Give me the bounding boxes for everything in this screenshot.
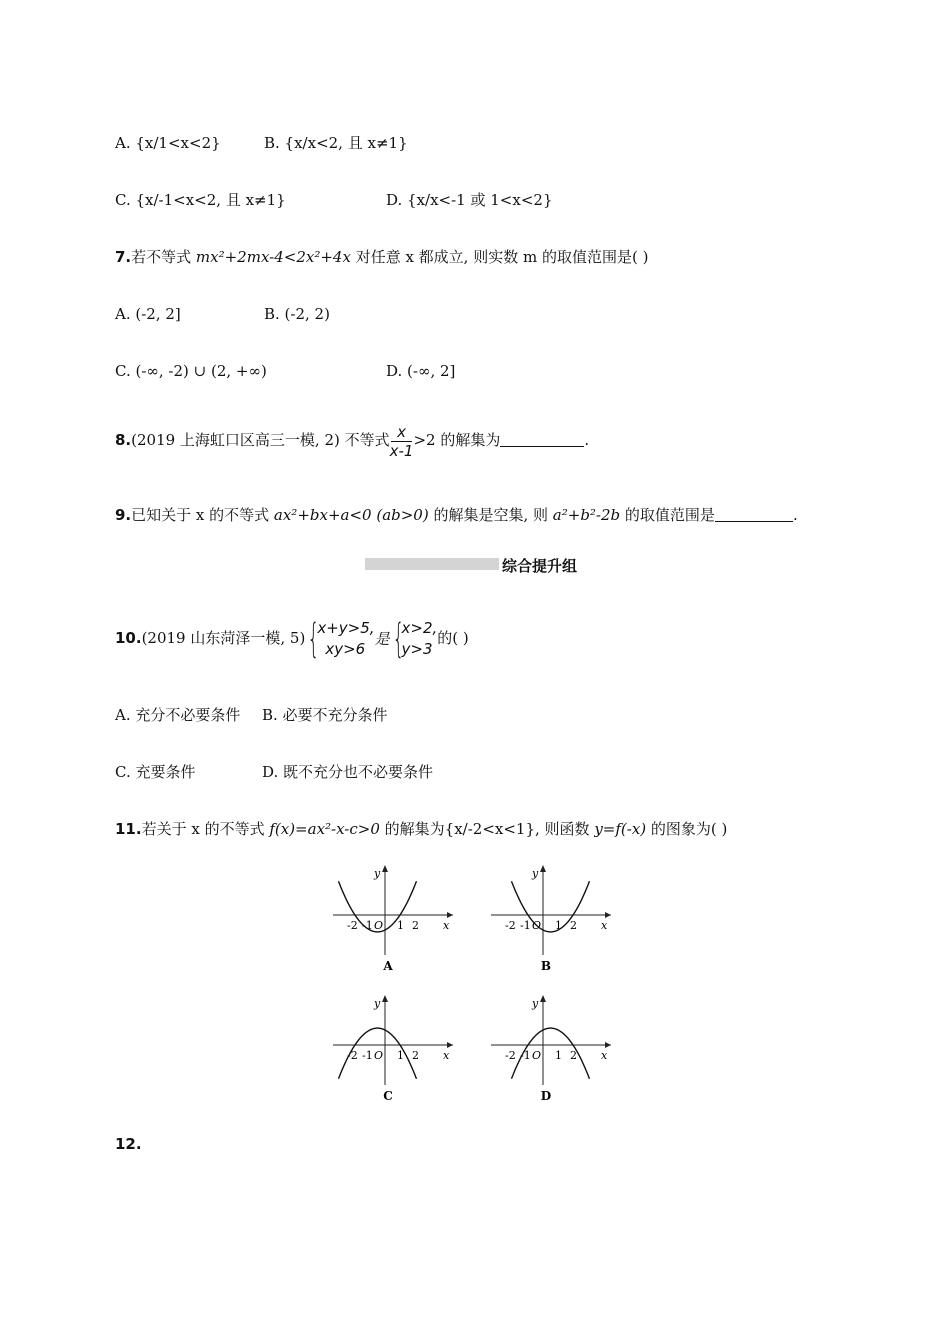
q11-expression: f(x)=ax²-x-c>0 — [269, 820, 380, 838]
q9-period: . — [792, 506, 798, 524]
tick-label: 1 — [397, 919, 404, 932]
q10-number: 10. — [115, 629, 142, 647]
parabola-curve — [512, 1028, 590, 1079]
q10-text-post: 的( ) — [437, 629, 469, 647]
graph-b — [491, 865, 611, 973]
tick-label: -1 — [520, 919, 531, 932]
x-axis-label: x — [601, 1049, 608, 1062]
q8-period: . — [584, 431, 590, 449]
origin-label: O — [374, 1049, 384, 1062]
q7-stem — [115, 247, 648, 267]
graph-label: D — [540, 1089, 552, 1103]
y-axis-arrow — [382, 995, 388, 1002]
q10-text: (2019 山东菏泽一模, 5) — [141, 629, 306, 647]
tick-label: 2 — [570, 1049, 577, 1062]
y-axis-label: y — [374, 997, 381, 1010]
q10-system-1-row-1: x+y>5, — [317, 619, 375, 637]
q11-graphs-figure — [330, 860, 630, 1110]
q6-option-b: B. {x/x<2, 且 x≠1} — [264, 134, 408, 152]
y-axis-arrow — [382, 865, 388, 872]
tick-label: 2 — [412, 1049, 419, 1062]
q7-number: 7. — [115, 248, 132, 266]
tick-label: 1 — [555, 919, 562, 932]
tick-label: -2 — [347, 1049, 358, 1062]
graph-label: C — [383, 1089, 393, 1103]
q7-option-d: D. (-∞, 2] — [386, 362, 456, 380]
q11-number: 11. — [115, 820, 142, 838]
graph-label: B — [540, 959, 552, 973]
q8-text: (2019 上海虹口区高三一模, 2) 不等式 — [131, 431, 390, 449]
tick-label: -2 — [347, 919, 358, 932]
y-axis-arrow — [540, 995, 546, 1002]
section-bar — [365, 558, 499, 570]
q6-option-c: C. {x/-1<x<2, 且 x≠1} — [115, 191, 286, 209]
q9-expression: ax²+bx+a<0 (ab>0) — [273, 506, 429, 524]
q10-system-2-row-1: x>2, — [401, 619, 438, 637]
tick-label: -2 — [505, 919, 516, 932]
q9-text: 已知关于 x 的不等式 — [131, 506, 274, 524]
q9-number: 9. — [115, 506, 132, 524]
x-axis-label: x — [601, 919, 608, 932]
q10-option-b: B. 必要不充分条件 — [262, 706, 388, 724]
q11-text-mid: 的解集为{x/-2<x<1}, 则函数 — [379, 820, 595, 838]
tick-label: -2 — [505, 1049, 516, 1062]
q12-number: 12. — [115, 1135, 142, 1153]
x-axis-arrow — [605, 912, 611, 918]
q11-expression-2: y=f(-x) — [594, 820, 647, 838]
section-title: 综合提升组 — [502, 557, 578, 575]
q11-text: 若关于 x 的不等式 — [141, 820, 270, 838]
q6-option-a: A. {x/1<x<2} — [115, 134, 221, 152]
tick-label: -1 — [362, 919, 373, 932]
x-axis-arrow — [605, 1042, 611, 1048]
q7-text: 若不等式 — [131, 248, 196, 266]
q11-text-post: 的图象为( ) — [646, 820, 728, 838]
q9-text-post: 的取值范围是 — [620, 506, 715, 524]
q10-system-1-row-2: xy>6 — [325, 640, 366, 658]
q8-text-post: >2 的解集为 — [413, 431, 501, 449]
x-axis-arrow — [447, 912, 453, 918]
tick-label: 2 — [412, 919, 419, 932]
q8-fraction-denominator: x-1 — [389, 441, 414, 460]
q10-stem — [115, 614, 469, 663]
tick-label: -1 — [362, 1049, 373, 1062]
x-axis-arrow — [447, 1042, 453, 1048]
y-axis-arrow — [540, 865, 546, 872]
q10-system-2: { x>2, y>3 — [392, 616, 438, 662]
y-axis-label: y — [532, 997, 539, 1010]
q9-expression-2: a²+b²-2b — [552, 506, 621, 524]
q6-option-d: D. {x/x<-1 或 1<x<2} — [386, 191, 553, 209]
q11-stem — [115, 819, 727, 839]
origin-label: O — [532, 1049, 542, 1062]
origin-label: O — [532, 919, 542, 932]
q8-answer-blank[interactable] — [500, 432, 584, 447]
graph-label: A — [383, 959, 393, 973]
q9-text-mid: 的解集是空集, 则 — [428, 506, 553, 524]
x-axis-label: x — [443, 919, 450, 932]
q7-option-a: A. (-2, 2] — [115, 305, 181, 323]
q10-option-a: A. 充分不必要条件 — [115, 706, 241, 724]
q9-stem — [115, 505, 798, 525]
q8-stem — [115, 418, 589, 462]
q10-mid-text: 是 — [374, 630, 390, 648]
tick-label: 2 — [570, 919, 577, 932]
q8-fraction — [390, 423, 414, 460]
x-axis-label: x — [443, 1049, 450, 1062]
q7-option-b: B. (-2, 2) — [264, 305, 330, 323]
q10-system-1: { x+y>5, xy>6 — [308, 616, 375, 662]
tick-label: 1 — [397, 1049, 404, 1062]
graph-d — [491, 995, 611, 1103]
q7-expression: mx²+2mx-4<2x²+4x — [195, 248, 351, 266]
q10-option-d: D. 既不充分也不必要条件 — [262, 763, 434, 781]
tick-label: -1 — [520, 1049, 531, 1062]
y-axis-label: y — [374, 867, 381, 880]
q9-answer-blank[interactable] — [715, 507, 793, 522]
q7-option-c: C. (-∞, -2) ∪ (2, +∞) — [115, 362, 267, 380]
tick-label: 1 — [555, 1049, 562, 1062]
y-axis-label: y — [532, 867, 539, 880]
graph-a — [333, 865, 453, 973]
graph-c — [333, 995, 453, 1103]
q10-system-2-row-2: y>3 — [401, 640, 433, 658]
q10-option-c: C. 充要条件 — [115, 763, 196, 781]
q7-text-post: 对任意 x 都成立, 则实数 m 的取值范围是( ) — [350, 248, 649, 266]
q8-number: 8. — [115, 431, 132, 449]
origin-label: O — [374, 919, 384, 932]
q8-fraction-numerator: x — [391, 423, 412, 442]
